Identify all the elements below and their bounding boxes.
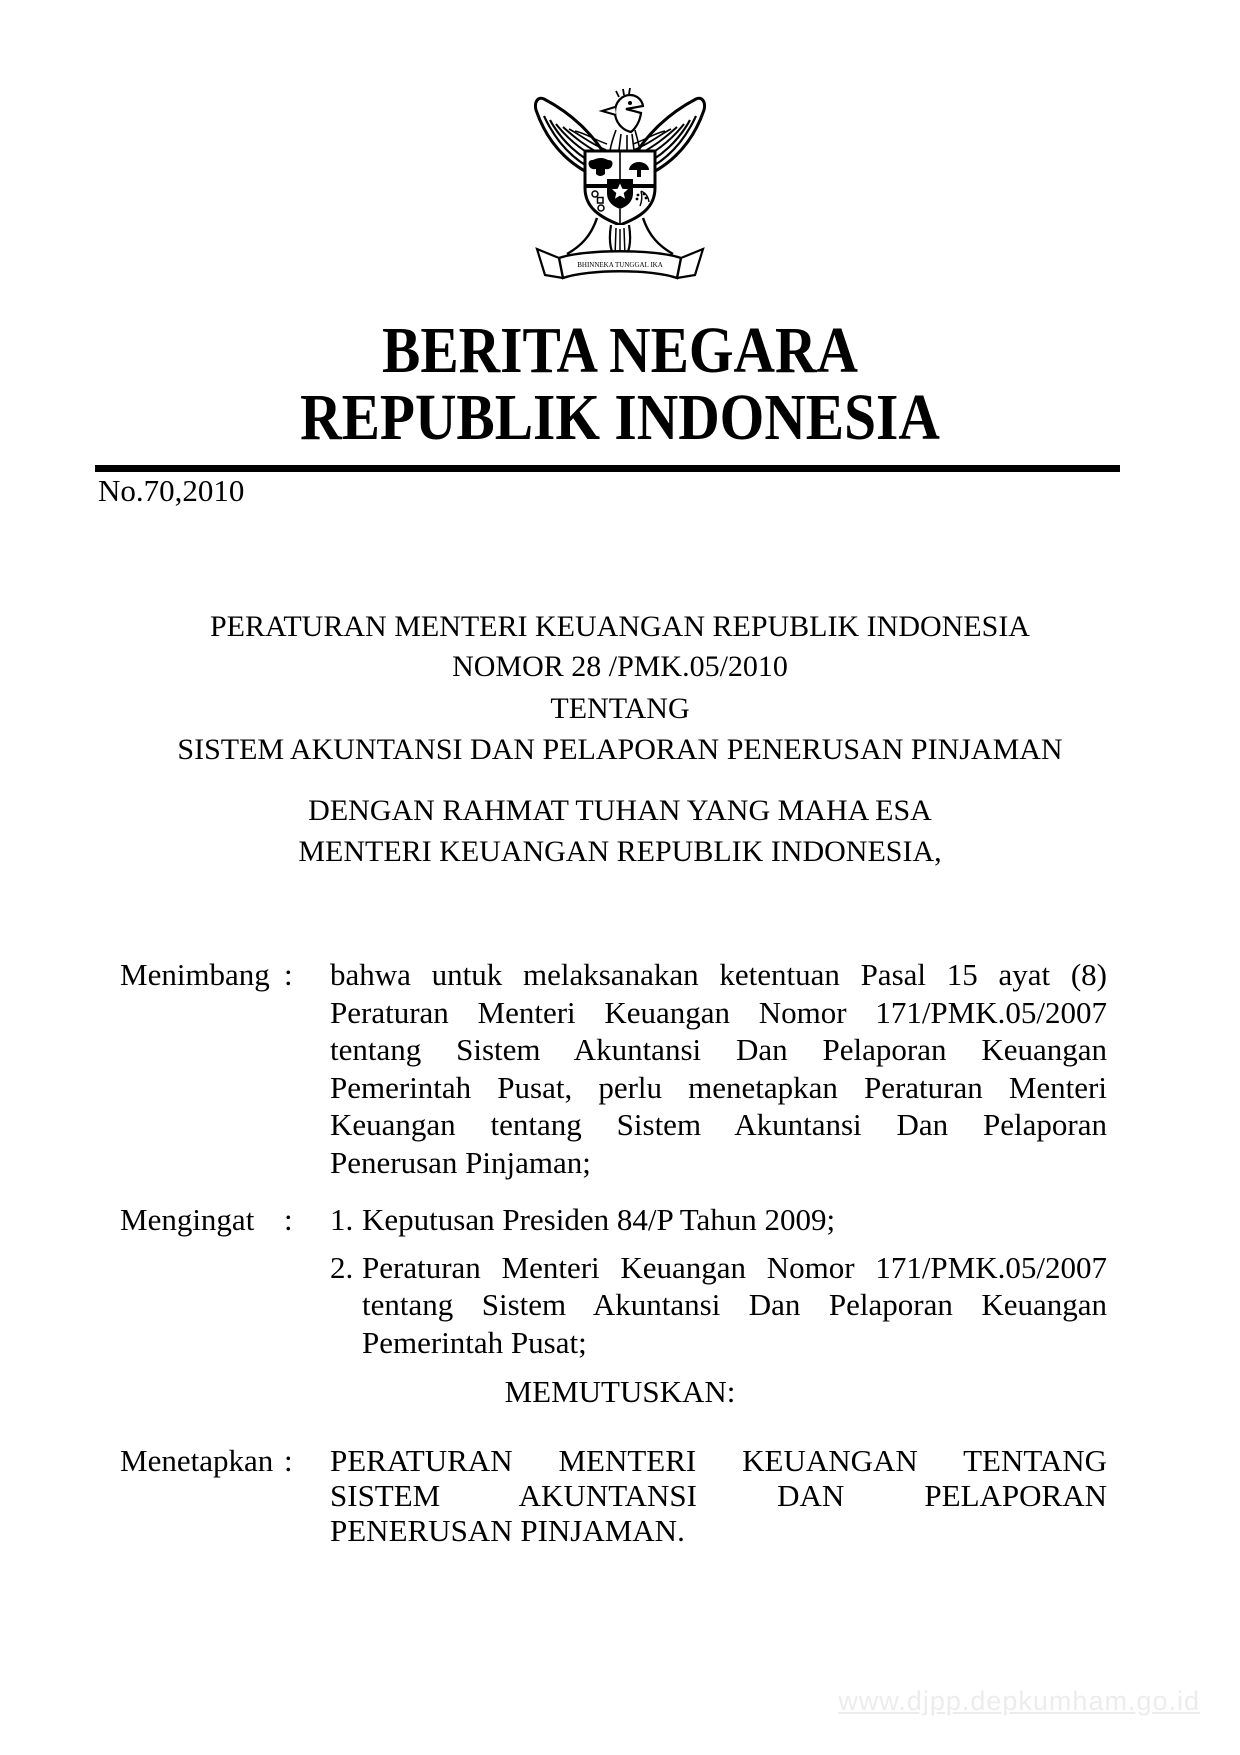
garuda-pancasila-emblem	[523, 88, 717, 295]
issue-number: No.70,2010	[98, 473, 245, 508]
menetapkan-line: PERATURAN MENTERI KEUANGAN TENTANG	[330, 1443, 1107, 1478]
masthead-title	[81, 314, 1160, 454]
menetapkan-colon: :	[284, 1443, 293, 1478]
menimbang-line: Peraturan Menteri Keuangan Nomor 171/PMK.05/2007	[330, 994, 1107, 1030]
mengingat-item-1-number: 1.	[330, 1202, 354, 1237]
menimbang-line: Keuangan tentang Sistem Akuntansi Dan Pelaporan	[330, 1107, 1107, 1143]
regulation-tentang-line: TENTANG	[550, 692, 690, 725]
menetapkan-label: Menetapkan	[120, 1443, 274, 1478]
menimbang-paragraph	[330, 956, 1107, 1182]
mengingat-item-2-line: Peraturan Menteri Keuangan Nomor 171/PMK.05/2007	[362, 1249, 1107, 1285]
mengingat-item-1	[330, 1201, 1107, 1239]
mengingat-item-1-line: Keputusan Presiden 84/P Tahun 2009;	[362, 1202, 836, 1237]
invocation-line: DENGAN RAHMAT TUHAN YANG MAHA ESA	[308, 794, 932, 827]
menetapkan-line: PENERUSAN PINJAMAN.	[330, 1513, 685, 1548]
menimbang-line: tentang Sistem Akuntansi Dan Pelaporan Keuangan	[330, 1032, 1107, 1068]
garuda-emblem-drawing	[523, 88, 717, 295]
authority-line: MENTERI KEUANGAN REPUBLIK INDONESIA,	[298, 835, 942, 868]
regulation-number-line: NOMOR 28 /PMK.05/2010	[452, 650, 788, 683]
mengingat-item-2-number: 2.	[330, 1249, 354, 1285]
masthead-divider-rule	[95, 465, 1120, 472]
menimbang-colon: :	[284, 957, 293, 992]
mengingat-item-2-line: Pemerintah Pusat;	[362, 1324, 587, 1360]
memutuskan-heading: MEMUTUSKAN:	[504, 1374, 736, 1409]
menimbang-line: bahwa untuk melaksanakan ketentuan Pasal 15 ayat (8)	[330, 957, 1107, 992]
mengingat-item-2-line: tentang Sistem Akuntansi Dan Pelaporan Keuangan	[362, 1287, 1107, 1323]
regulation-title-line1: PERATURAN MENTERI KEUANGAN REPUBLIK INDONESIA	[210, 610, 1030, 643]
masthead-title-line1: BERITA NEGARA	[382, 314, 858, 387]
menetapkan-paragraph	[330, 1443, 1107, 1548]
watermark-url: www.djpp.depkumham.go.id	[838, 1686, 1200, 1716]
menetapkan-line: SISTEM AKUNTANSI DAN PELAPORAN	[330, 1478, 1107, 1513]
menimbang-line: Pemerintah Pusat, perlu menetapkan Peraturan Menteri	[330, 1069, 1107, 1105]
menimbang-label: Menimbang	[120, 957, 270, 992]
mengingat-label: Mengingat	[120, 1202, 255, 1237]
emblem-motto-text: BHINNEKA TUNGGAL IKA	[577, 261, 663, 269]
mengingat-colon: :	[284, 1202, 293, 1237]
masthead-title-line2: REPUBLIK INDONESIA	[300, 381, 940, 454]
menimbang-line: Penerusan Pinjaman;	[330, 1144, 591, 1180]
mengingat-item-2	[330, 1249, 1107, 1362]
regulation-subject-line: SISTEM AKUNTANSI DAN PELAPORAN PENERUSAN PINJAMAN	[177, 733, 1063, 766]
mengingat-list	[330, 1201, 1107, 1361]
